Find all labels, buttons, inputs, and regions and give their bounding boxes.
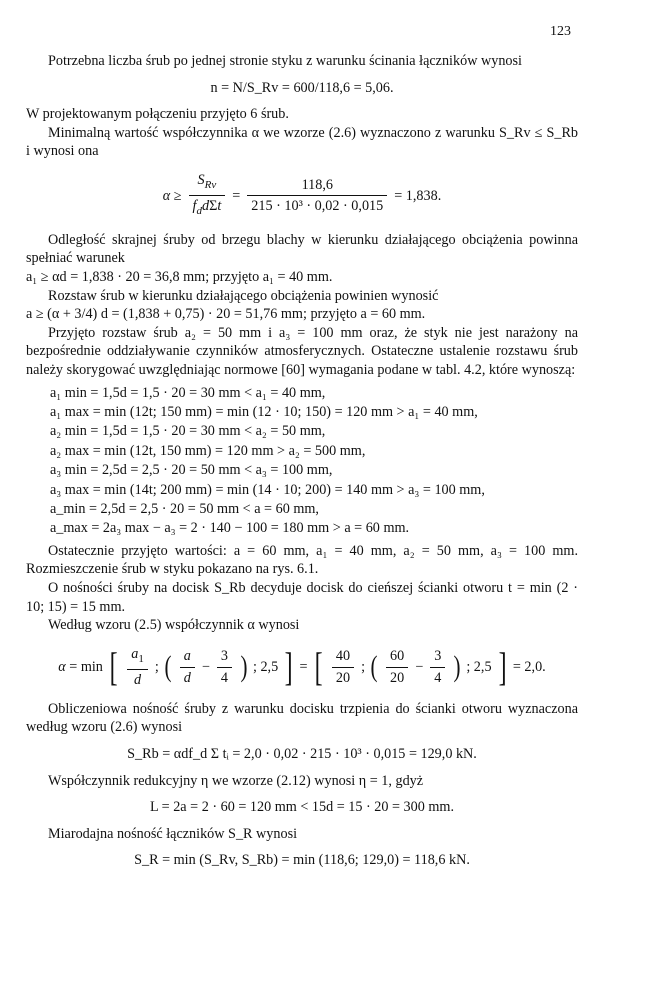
paragraph-6: Przyjęto rozstaw śrub a₂ = 50 mm i a₃ = 100 mm oraz, że styk nie jest narażony na bezpośrednie oddziaływanie czynników atmosferycznych. Ostateczne ustalenie rozstawu śrub należy skorygować uwzględniając normowe [60] wymagania podane w tabl. 4.2, które wynoszą: [26, 324, 578, 378]
paragraph-9: Według wzoru (2.5) współczynnik α wynosi [48, 617, 300, 634]
list-item: a₂ max = min (12t, 150 mm) = 120 mm > a₂ = 500 mm, [50, 442, 366, 459]
paragraph-7: Ostatecznie przyjęto wartości: a = 60 mm, a₁ = 40 mm, a₂ = 50 mm, a₃ = 100 mm. Rozmieszczenie śrub w styku pokazano na rys. 6.1. [26, 542, 578, 578]
paragraph-2: W projektowanym połączeniu przyjęto 6 śrub. [26, 106, 289, 123]
paragraph-10: Obliczeniowa nośność śruby z warunku docisku trzpienia do ścianki otworu wyznaczona według wzoru (2.6) wynosi [26, 700, 578, 736]
equation-n: n = N/S_Rv = 600/118,6 = 5,06. [210, 79, 394, 96]
page-number: 123 [550, 24, 571, 39]
paragraph-5: Rozstaw śrub w kierunku działającego obciążenia powinien wynosić [48, 287, 439, 304]
paragraph-8: O nośności śruby na docisk S_Rb decyduje docisk do cieńszej ścianki otworu t = min (2 · 10; 15) = 15 mm. [26, 580, 578, 615]
list-item: a_max = 2a₃ max − a₃ = 2 · 140 − 100 = 180 mm > a = 60 mm. [50, 520, 410, 537]
list-item: a₁ max = min (12t; 150 mm) = min (12 · 10; 150) = 120 mm > a₁ = 40 mm, [50, 403, 478, 420]
equation-l: L = 2a = 2 · 60 = 120 mm < 15d = 15 · 20 = 300 mm. [149, 799, 455, 816]
list-item: a_min = 2,5d = 2,5 · 20 = 50 mm < a = 60 mm, [50, 501, 319, 517]
list-item: a₂ min = 1,5d = 1,5 · 20 = 30 mm < a₂ = 50 mm, [50, 423, 326, 440]
page-body [26, 52, 578, 878]
alpha-result: = 1,838. [394, 187, 442, 204]
equation-a: a ≥ (α + 3/4) d = (1,838 + 0,75) · 20 = 51,76 mm; przyjęto a = 60 mm. [26, 306, 426, 323]
alpha-numerator: 118,6 [247, 176, 387, 197]
equation-alpha-min: α ≥ $\frac{S_{Rv}}{f_dd\Sigma t}$ = $\frac{118,6}{\text{215 · 10³ · 0,02 · 0,015}}$ = 1,838. [162, 171, 442, 218]
list-item: a₁ min = 1,5d = 1,5 · 20 = 30 mm < a₁ = 40 mm, [50, 384, 326, 401]
spacing-requirements-list [50, 384, 578, 539]
paragraph-11: Współczynnik redukcyjny η we wzorze (2.12) wynosi η = 1, gdyż [48, 772, 424, 789]
paragraph-12: Miarodajna nośność łączników S_R wynosi [48, 825, 298, 842]
list-item: a₃ min = 2,5d = 2,5 · 20 = 50 mm < a₃ = 100 mm, [50, 462, 333, 479]
paragraph-3: Minimalną wartość współczynnika α we wzorze (2.6) wyznaczono z warunku S_Rv ≤ S_Rb i wynosi ona [26, 124, 578, 160]
list-item: a₃ max = min (14t; 200 mm) = min (14 · 10; 200) = 140 mm > a₃ = 100 mm, [50, 481, 485, 498]
alpha-bracket-result: = 2,0. [512, 658, 546, 675]
paragraph-1: Potrzebna liczba śrub po jednej stronie styku z warunku ścinania łączników wynosi [48, 53, 522, 69]
equation-sr: S_R = min (S_Rv, S_Rb) = min (118,6; 129,0) = 118,6 kN. [134, 852, 470, 869]
equation-a1: a₁ ≥ αd = 1,838 · 20 = 36,8 mm; przyjęto a₁ = 40 mm. [26, 269, 333, 285]
alpha-denominator: 215 · 10³ · 0,02 · 0,015 [251, 198, 384, 215]
equation-srb: S_Rb = αdf_d Σ tᵢ = 2,0 · 0,02 · 215 · 10³ · 0,015 = 129,0 kN. [127, 745, 477, 762]
equation-alpha-min-bracket: α = min [ $\frac{a_1}{d}$ ; ( $\frac{a}{d}$ − $\frac{3}{4}$ ) ; 2,5 ] = [ $\frac{40}{20}$ ; ( $\frac{60}{20}$ − $\frac{3}{4}$ ) ; 2,5 ] = 2,0. [58, 644, 546, 690]
paragraph-4: Odległość skrajnej śruby od brzegu blachy w kierunku działającego obciążenia powinna spełniać warunek [26, 231, 578, 267]
